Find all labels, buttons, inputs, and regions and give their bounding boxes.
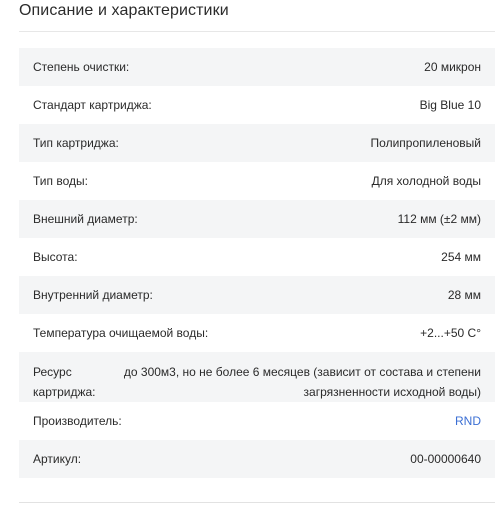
spec-row-cartridge-standard	[19, 86, 495, 124]
spec-label: Ресурс картриджа:	[33, 365, 96, 399]
spec-row-inner-diameter	[19, 276, 495, 314]
spec-label: Тип воды:	[33, 174, 88, 188]
spec-value: Полипропиленовый	[370, 136, 481, 150]
spec-row-height	[19, 238, 495, 276]
spec-label: Температура очищаемой воды:	[33, 326, 209, 340]
spec-row-water-type	[19, 162, 495, 200]
spec-value: 20 микрон	[424, 60, 481, 74]
spec-value: до 300м3, но не более 6 месяцев (зависит от состава и степени загрязненности исходной воды)	[123, 365, 481, 399]
spec-label: Артикул:	[33, 452, 82, 466]
spec-label: Стандарт картриджа:	[33, 98, 152, 112]
spec-value: 00-00000640	[410, 452, 481, 466]
spec-row-manufacturer	[19, 402, 495, 440]
spec-label: Внутренний диаметр:	[33, 288, 153, 302]
spec-label: Тип картриджа:	[33, 136, 119, 150]
spec-label: Внешний диаметр:	[33, 212, 138, 226]
title-divider	[19, 31, 495, 32]
bottom-divider	[19, 502, 495, 503]
spec-row-sku	[19, 440, 495, 478]
spec-row-cartridge-type	[19, 124, 495, 162]
spec-row-cartridge-resource	[19, 352, 495, 402]
spec-label: Степень очистки:	[33, 60, 130, 74]
spec-label: Производитель:	[33, 414, 122, 428]
spec-value: Big Blue 10	[419, 98, 481, 112]
spec-value: 28 мм	[447, 288, 481, 302]
spec-value: 254 мм	[441, 250, 481, 264]
spec-row-outer-diameter	[19, 200, 495, 238]
spec-row-filtration-degree	[19, 48, 495, 86]
specs-table	[19, 48, 495, 478]
spec-value: +2...+50 С°	[420, 326, 481, 340]
spec-value: 112 мм (±2 мм)	[397, 212, 481, 226]
section-title: Описание и характеристики	[19, 2, 229, 19]
spec-row-water-temperature	[19, 314, 495, 352]
spec-label: Высота:	[33, 250, 78, 264]
spec-value: Для холодной воды	[371, 174, 481, 188]
manufacturer-link[interactable]: RND	[455, 414, 481, 428]
